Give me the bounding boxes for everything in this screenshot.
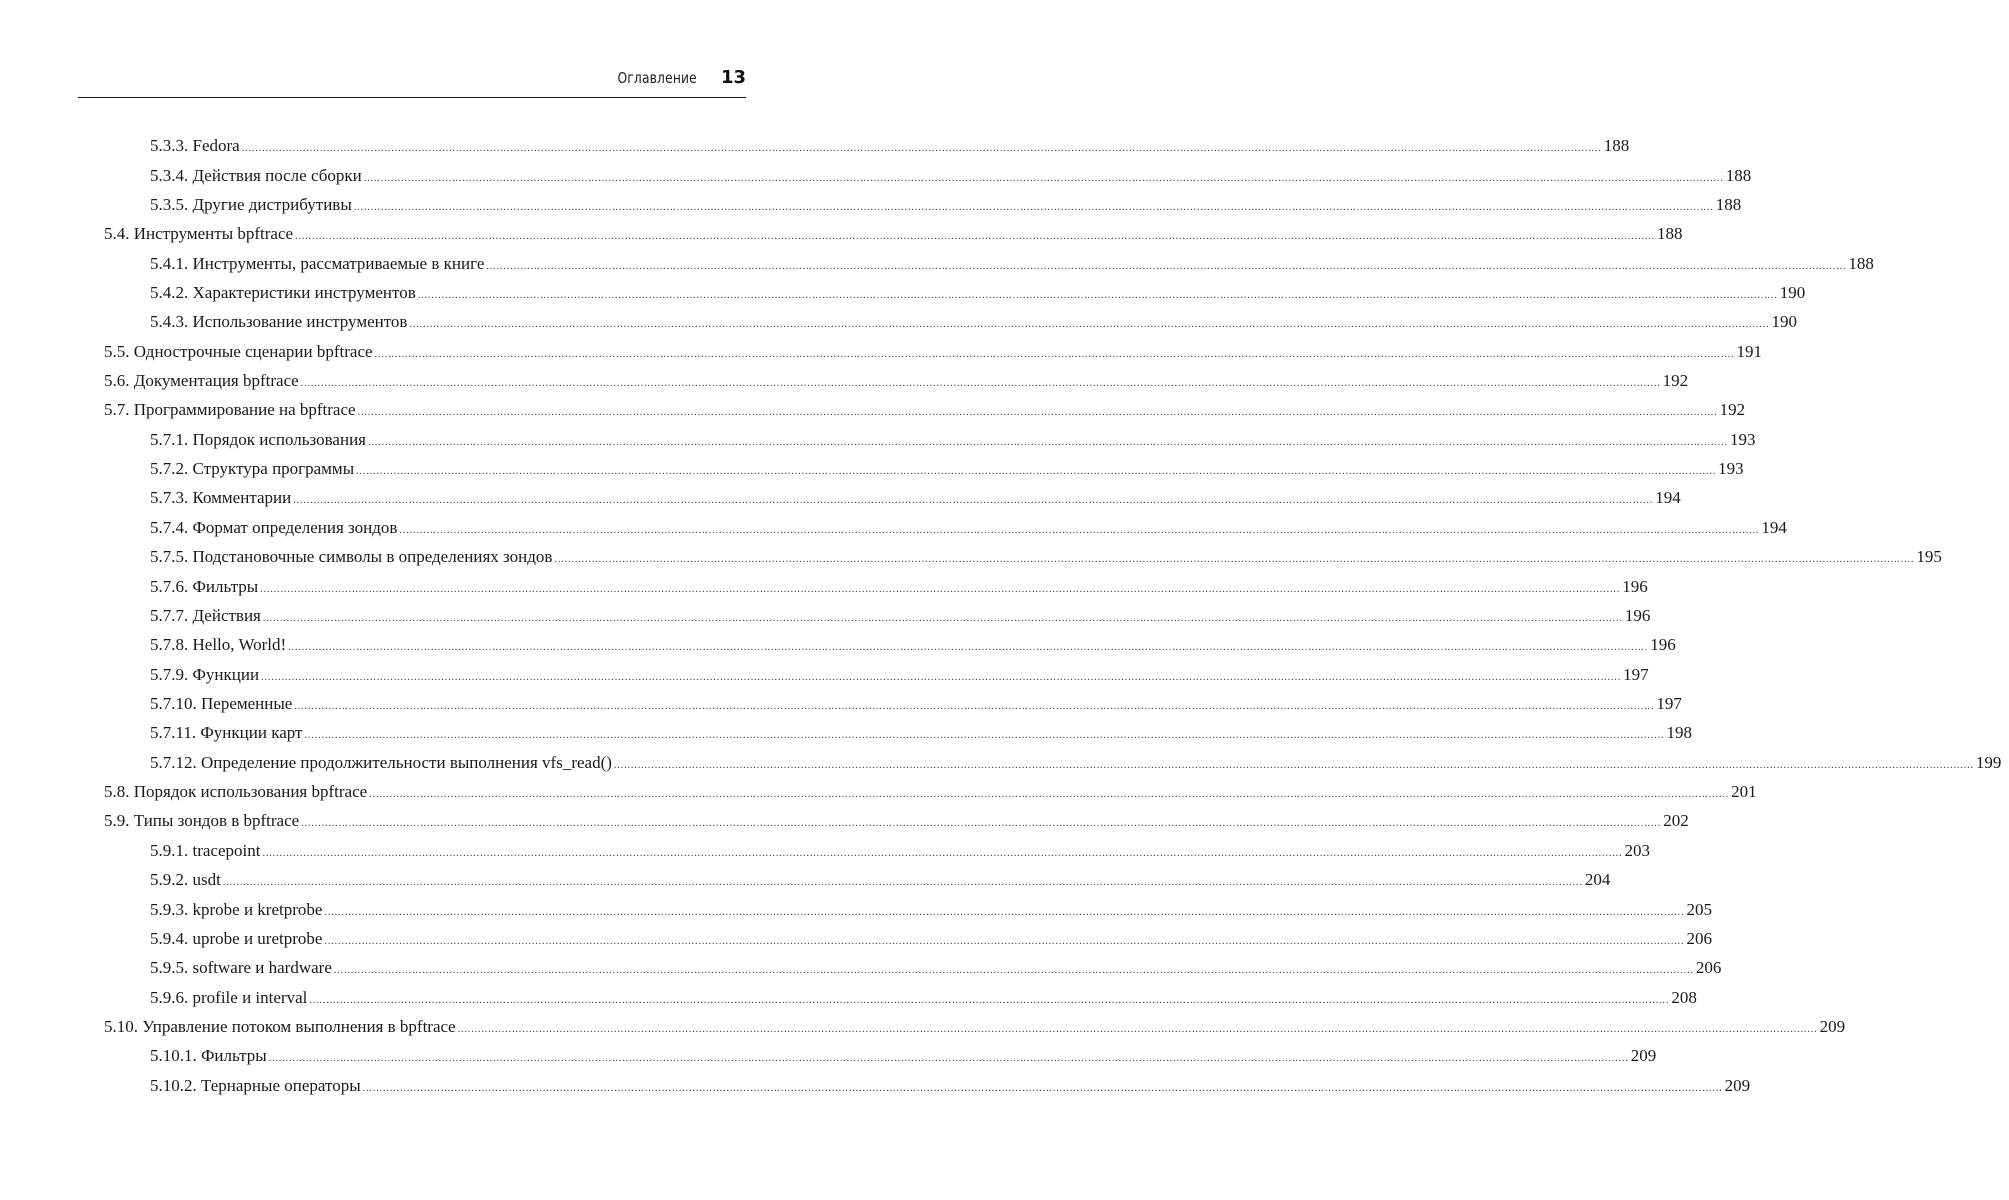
toc-entry-title: 5.3.5. Другие дистрибутивы — [150, 194, 352, 214]
toc-entry-title: 5.9.1. tracepoint — [150, 840, 261, 860]
toc-entry-page: 188 — [1603, 136, 1630, 156]
toc-entry-title: 5.10.2. Тернарные операторы — [150, 1075, 361, 1095]
toc-entry-page: 196 — [1650, 635, 1676, 655]
toc-entry-title: 5.4.3. Использование инструментов — [150, 312, 408, 332]
toc-entry-page: 191 — [1736, 341, 1763, 361]
toc-entry-page: 194 — [1761, 517, 1787, 537]
table-of-contents — [0, 131, 2002, 1100]
toc-entry-title: 5.9.5. software и hardware — [150, 958, 332, 978]
toc-leader-dots: ................................................................................................................................................................................................................................................................................................................................................................................................................ — [222, 877, 1583, 889]
toc-entry-page: 198 — [1666, 723, 1692, 743]
toc-leader-dots: ................................................................................................................................................................................................................................................................................................................................................................................................................ — [613, 759, 1974, 771]
toc-entry-title: 5.9.6. profile и interval — [150, 987, 308, 1007]
toc-entry-title: 5.3.3. Fedora — [150, 136, 240, 156]
toc-entry-page: 193 — [1730, 429, 1756, 449]
toc-leader-dots: ................................................................................................................................................................................................................................................................................................................................................................................................................ — [262, 612, 1623, 624]
toc-entry-title: 5.8. Порядок использования bpftrace — [104, 782, 368, 802]
toc-entry-title: 5.7.2. Структура программы — [150, 459, 355, 479]
toc-entry-page: 202 — [1663, 811, 1689, 831]
toc-entry-title: 5.4.2. Характеристики инструментов — [150, 282, 416, 302]
toc-entry — [0, 748, 2002, 777]
toc-entry-page: 197 — [1623, 664, 1649, 684]
toc-entry-page: 206 — [1686, 928, 1712, 948]
toc-entry-title: 5.7.8. Hello, World! — [150, 635, 287, 655]
toc-leader-dots: ................................................................................................................................................................................................................................................................................................................................................................................................................ — [262, 847, 1623, 859]
toc-entry — [0, 1012, 1846, 1041]
toc-entry-page: 205 — [1686, 899, 1712, 919]
toc-entry — [0, 278, 1806, 307]
toc-entry — [0, 924, 1712, 953]
toc-leader-dots: ................................................................................................................................................................................................................................................................................................................................................................................................................ — [409, 319, 1770, 331]
toc-leader-dots: ................................................................................................................................................................................................................................................................................................................................................................................................................ — [295, 231, 1656, 243]
toc-entry-page: 188 — [1715, 194, 1742, 214]
toc-entry-page: 203 — [1624, 840, 1650, 860]
toc-entry-title: 5.5. Однострочные сценарии bpftrace — [104, 341, 373, 361]
header-title: Оглавление — [617, 68, 697, 87]
toc-entry-page: 209 — [1724, 1075, 1751, 1095]
toc-entry — [0, 718, 1692, 747]
toc-entry-title: 5.4. Инструменты bpftrace — [104, 224, 294, 244]
toc-entry-title: 5.7.3. Комментарии — [150, 488, 292, 508]
toc-entry-page: 192 — [1719, 400, 1746, 420]
toc-entry — [0, 483, 1681, 512]
running-header — [78, 58, 746, 98]
toc-entry — [0, 160, 1752, 189]
toc-entry — [0, 1041, 1657, 1070]
toc-entry-title: 5.9.4. uprobe и uretprobe — [150, 928, 323, 948]
toc-entry — [0, 836, 1650, 865]
toc-leader-dots: ................................................................................................................................................................................................................................................................................................................................................................................................................ — [294, 701, 1655, 712]
toc-entry-page: 201 — [1731, 782, 1757, 802]
toc-entry-page: 199 — [1975, 752, 2002, 772]
toc-entry-page: 206 — [1695, 958, 1722, 978]
toc-leader-dots: ................................................................................................................................................................................................................................................................................................................................................................................................................ — [457, 1023, 1818, 1035]
toc-leader-dots: ................................................................................................................................................................................................................................................................................................................................................................................................................ — [300, 378, 1661, 390]
toc-leader-dots: ................................................................................................................................................................................................................................................................................................................................................................................................................ — [363, 172, 1724, 184]
toc-leader-dots: ................................................................................................................................................................................................................................................................................................................................................................................................................ — [374, 348, 1735, 360]
toc-entry — [0, 425, 1756, 454]
toc-entry — [0, 982, 1697, 1011]
toc-entry-title: 5.7.9. Функции — [150, 664, 260, 684]
toc-entry-title: 5.7.6. Фильтры — [150, 576, 259, 596]
toc-leader-dots: ................................................................................................................................................................................................................................................................................................................................................................................................................ — [293, 495, 1654, 507]
toc-entry-title: 5.7.11. Функции карт — [150, 723, 303, 743]
toc-entry-page: 209 — [1819, 1016, 1846, 1036]
toc-leader-dots: ................................................................................................................................................................................................................................................................................................................................................................................................................ — [362, 1082, 1723, 1094]
toc-entry-page: 195 — [1916, 547, 1942, 567]
toc-entry-title: 5.4.1. Инструменты, рассматриваемые в книге — [150, 253, 485, 273]
toc-entry-title: 5.7. Программирование на bpftrace — [104, 400, 356, 420]
toc-leader-dots: ................................................................................................................................................................................................................................................................................................................................................................................................................ — [554, 554, 1915, 566]
toc-leader-dots: ................................................................................................................................................................................................................................................................................................................................................................................................................ — [324, 935, 1685, 947]
toc-entry — [0, 395, 1746, 424]
toc-entry — [0, 307, 1797, 336]
toc-entry — [0, 248, 1874, 277]
toc-entry-page: 192 — [1662, 371, 1689, 391]
toc-entry — [0, 219, 1683, 248]
toc-leader-dots: ................................................................................................................................................................................................................................................................................................................................................................................................................ — [288, 642, 1649, 654]
toc-entry-title: 5.3.4. Действия после сборки — [150, 165, 362, 185]
toc-entry-title: 5.10. Управление потоком выполнения в bpftrace — [104, 1016, 456, 1036]
toc-leader-dots: ................................................................................................................................................................................................................................................................................................................................................................................................................ — [357, 407, 1718, 419]
toc-entry — [0, 454, 1744, 483]
toc-entry — [0, 1071, 1751, 1100]
toc-entry-page: 188 — [1725, 165, 1752, 185]
toc-entry — [0, 601, 1651, 630]
toc-entry-title: 5.7.1. Порядок использования — [150, 429, 366, 449]
toc-entry-page: 208 — [1671, 987, 1697, 1007]
toc-entry-title: 5.7.7. Действия — [150, 605, 261, 625]
toc-leader-dots: ................................................................................................................................................................................................................................................................................................................................................................................................................ — [369, 789, 1730, 801]
toc-entry — [0, 366, 1689, 395]
toc-leader-dots: ................................................................................................................................................................................................................................................................................................................................................................................................................ — [261, 671, 1622, 683]
toc-leader-dots: ................................................................................................................................................................................................................................................................................................................................................................................................................ — [353, 201, 1714, 213]
toc-entry-title: 5.6. Документация bpftrace — [104, 371, 299, 391]
toc-entry-title: 5.7.12. Определение продолжительности выполнения vfs_read() — [150, 752, 612, 772]
toc-entry-page: 193 — [1718, 459, 1744, 479]
toc-entry-page: 196 — [1622, 576, 1648, 596]
toc-leader-dots: ................................................................................................................................................................................................................................................................................................................................................................................................................ — [324, 906, 1685, 918]
toc-entry-page: 204 — [1584, 870, 1611, 890]
toc-leader-dots: ................................................................................................................................................................................................................................................................................................................................................................................................................ — [301, 818, 1662, 830]
toc-entry-page: 190 — [1779, 282, 1806, 302]
toc-entry-page: 194 — [1655, 488, 1681, 508]
toc-entry — [0, 659, 1649, 688]
toc-entry — [0, 689, 1682, 718]
toc-entry — [0, 571, 1648, 600]
toc-entry-page: 188 — [1657, 224, 1683, 244]
toc-entry — [0, 131, 1630, 160]
toc-entry-title: 5.7.4. Формат определения зондов — [150, 517, 398, 537]
toc-leader-dots: ................................................................................................................................................................................................................................................................................................................................................................................................................ — [356, 466, 1717, 478]
toc-entry — [0, 513, 1787, 542]
toc-entry — [0, 806, 1689, 835]
header-page-number: 13 — [720, 67, 746, 88]
toc-leader-dots: ................................................................................................................................................................................................................................................................................................................................................................................................................ — [399, 524, 1760, 536]
toc-leader-dots: ................................................................................................................................................................................................................................................................................................................................................................................................................ — [304, 730, 1665, 742]
toc-entry-title: 5.9. Типы зондов в bpftrace — [104, 811, 300, 831]
toc-leader-dots: ................................................................................................................................................................................................................................................................................................................................................................................................................ — [260, 583, 1621, 595]
toc-leader-dots: ................................................................................................................................................................................................................................................................................................................................................................................................................ — [417, 289, 1778, 301]
toc-leader-dots: ................................................................................................................................................................................................................................................................................................................................................................................................................ — [368, 436, 1728, 448]
toc-entry — [0, 630, 1676, 659]
toc-entry-title: 5.7.5. Подстановочные символы в определениях зондов — [150, 547, 553, 567]
toc-entry-page: 209 — [1630, 1046, 1657, 1066]
toc-leader-dots: ................................................................................................................................................................................................................................................................................................................................................................................................................ — [241, 143, 1602, 155]
toc-entry-title: 5.7.10. Переменные — [150, 694, 293, 713]
toc-entry-page: 188 — [1848, 253, 1874, 273]
toc-leader-dots: ................................................................................................................................................................................................................................................................................................................................................................................................................ — [309, 994, 1670, 1006]
toc-entry — [0, 865, 1611, 894]
toc-entry — [0, 190, 1742, 219]
toc-entry — [0, 953, 1722, 982]
toc-entry — [0, 337, 1763, 366]
toc-entry — [0, 894, 1712, 923]
toc-entry-title: 5.9.2. usdt — [150, 870, 221, 890]
toc-entry-title: 5.9.3. kprobe и kretprobe — [150, 899, 323, 919]
toc-entry-page: 197 — [1656, 694, 1682, 713]
toc-entry-title: 5.10.1. Фильтры — [150, 1046, 267, 1066]
toc-leader-dots: ................................................................................................................................................................................................................................................................................................................................................................................................................ — [268, 1053, 1629, 1065]
toc-entry — [0, 542, 1942, 571]
toc-leader-dots: ................................................................................................................................................................................................................................................................................................................................................................................................................ — [486, 260, 1847, 272]
toc-entry-page: 190 — [1771, 312, 1797, 332]
toc-leader-dots: ................................................................................................................................................................................................................................................................................................................................................................................................................ — [333, 965, 1694, 977]
toc-entry-page: 196 — [1624, 605, 1651, 625]
toc-entry — [0, 777, 1757, 806]
